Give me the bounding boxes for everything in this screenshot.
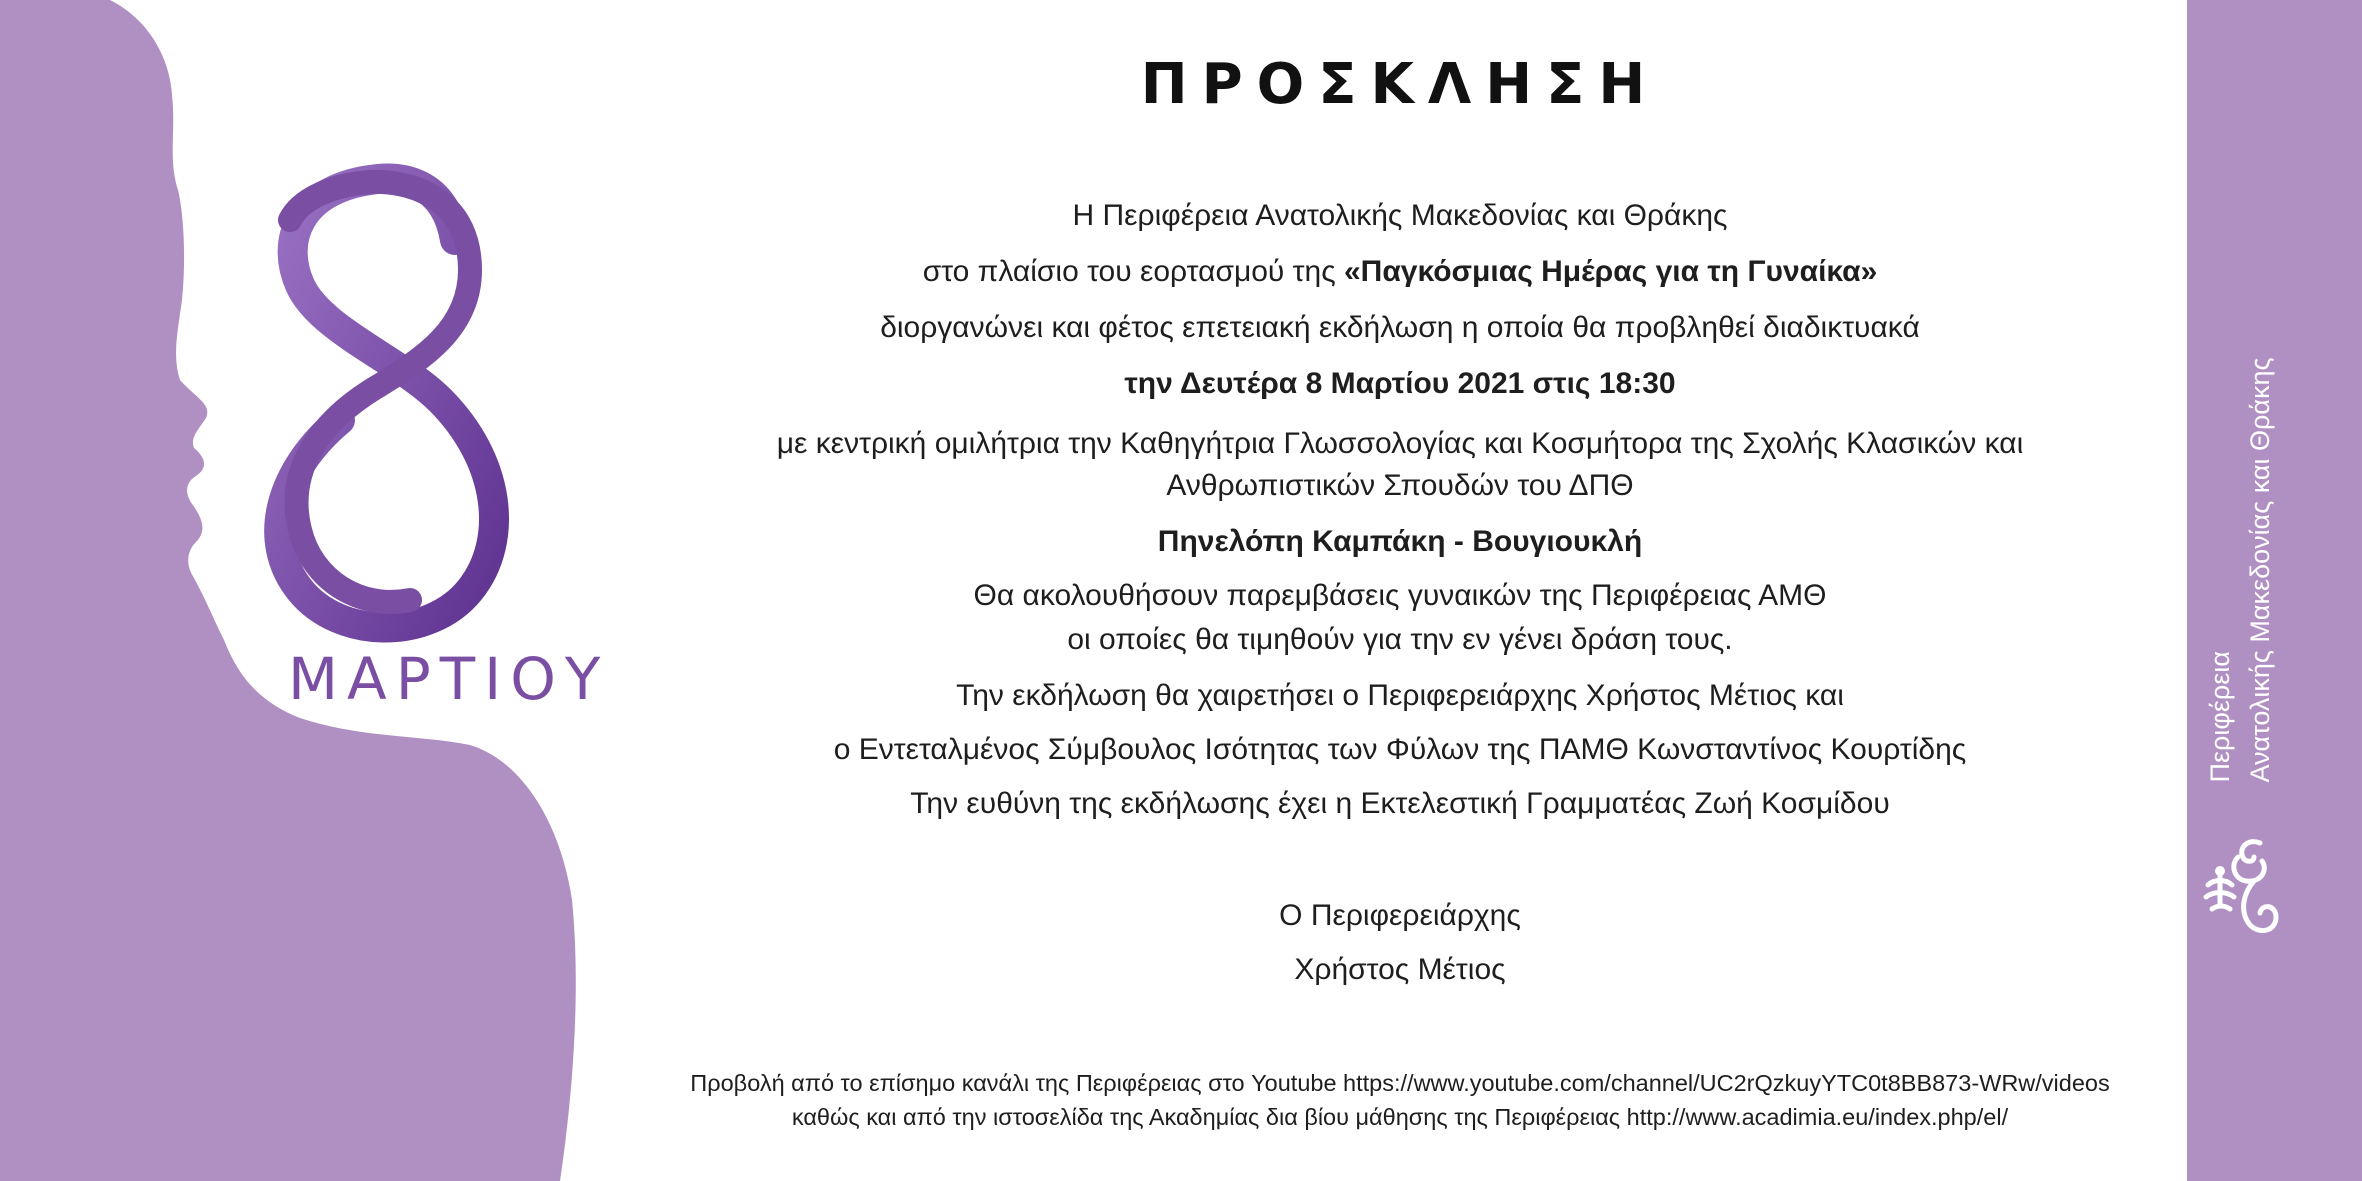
followup-line-1: Θα ακολουθήσουν παρεμβάσεις γυναικών της Περιφέρειας ΑΜΘ <box>973 579 1827 612</box>
speaker-intro-line-1: με κεντρική ομιλήτρια την Καθηγήτρια Γλωσσολογίας και Κοσμήτορα της Σχολής Κλασικών και <box>776 427 2024 460</box>
invitation-content <box>640 0 2160 1181</box>
figure-eight-icon <box>279 179 494 628</box>
region-name-line2: Ανατολικής Μακεδονίας και Θράκης <box>2245 357 2275 783</box>
speaker-name: Πηνελόπη Καμπάκη - Βουγιουκλή <box>1157 525 1643 558</box>
region-name-line1: Περιφέρεια <box>2205 651 2235 783</box>
month-label: ΜΑΡΤΙΟΥ <box>288 645 610 713</box>
greeting-line-2: ο Εντεταλμένος Σύμβουλος Ισότητας των Φύλων της ΠΑΜΘ Κωνσταντίνος Κουρτίδης <box>833 733 1967 766</box>
datetime-line: την Δευτέρα 8 Μαρτίου 2021 στις 18:30 <box>1124 367 1676 400</box>
context-line <box>640 250 2160 294</box>
region-name-vertical <box>2205 320 2275 820</box>
woman-profile-illustration <box>0 0 590 1181</box>
followup-line-2: οι οποίες θα τιμηθούν για την εν γένει δράση τους. <box>1067 623 1733 656</box>
responsibility-line: Την ευθύνη της εκδήλωσης έχει η Εκτελεστική Γραμματέας Ζωή Κοσμίδου <box>910 787 1890 820</box>
greeting-line-1: Την εκδήλωση θα χαιρετήσει ο Περιφερειάρχης Χρήστος Μέτιος και <box>956 679 1844 712</box>
signature-name: Χρήστος Μέτιος <box>1294 953 1506 986</box>
signature-role: Ο Περιφερειάρχης <box>1279 899 1521 932</box>
event-name: «Παγκόσμιας Ημέρας για τη Γυναίκα» <box>1344 255 1878 288</box>
context-prefix: στο πλαίσιο του εορτασμού της <box>922 255 1344 288</box>
intro-line: Η Περιφέρεια Ανατολικής Μακεδονίας και Θράκης <box>1072 199 1728 232</box>
organizes-line: διοργανώνει και φέτος επετειακή εκδήλωση η οποία θα προβληθεί διαδικτυακά <box>880 311 1920 344</box>
speaker-intro-line-2: Ανθρωπιστικών Σπουδών του ΔΠΘ <box>1166 469 1634 502</box>
ionic-capital-emblem-icon <box>2190 835 2286 945</box>
footer-website-line: καθώς και από την ιστοσελίδα της Ακαδημίας δια βίου μάθησης της Περιφέρειας http://www.acadimia.eu/index.php/el/ <box>791 1104 2009 1130</box>
footer-youtube-line: Προβολή από το επίσημο κανάλι της Περιφέρειας στο Youtube https://www.youtube.com/channel/UC2rQzkuyYTC0t8BB873-WRw/videos <box>690 1070 2110 1096</box>
page-title: ΠΡΟΣΚΛΗΣΗ <box>1140 52 1660 117</box>
